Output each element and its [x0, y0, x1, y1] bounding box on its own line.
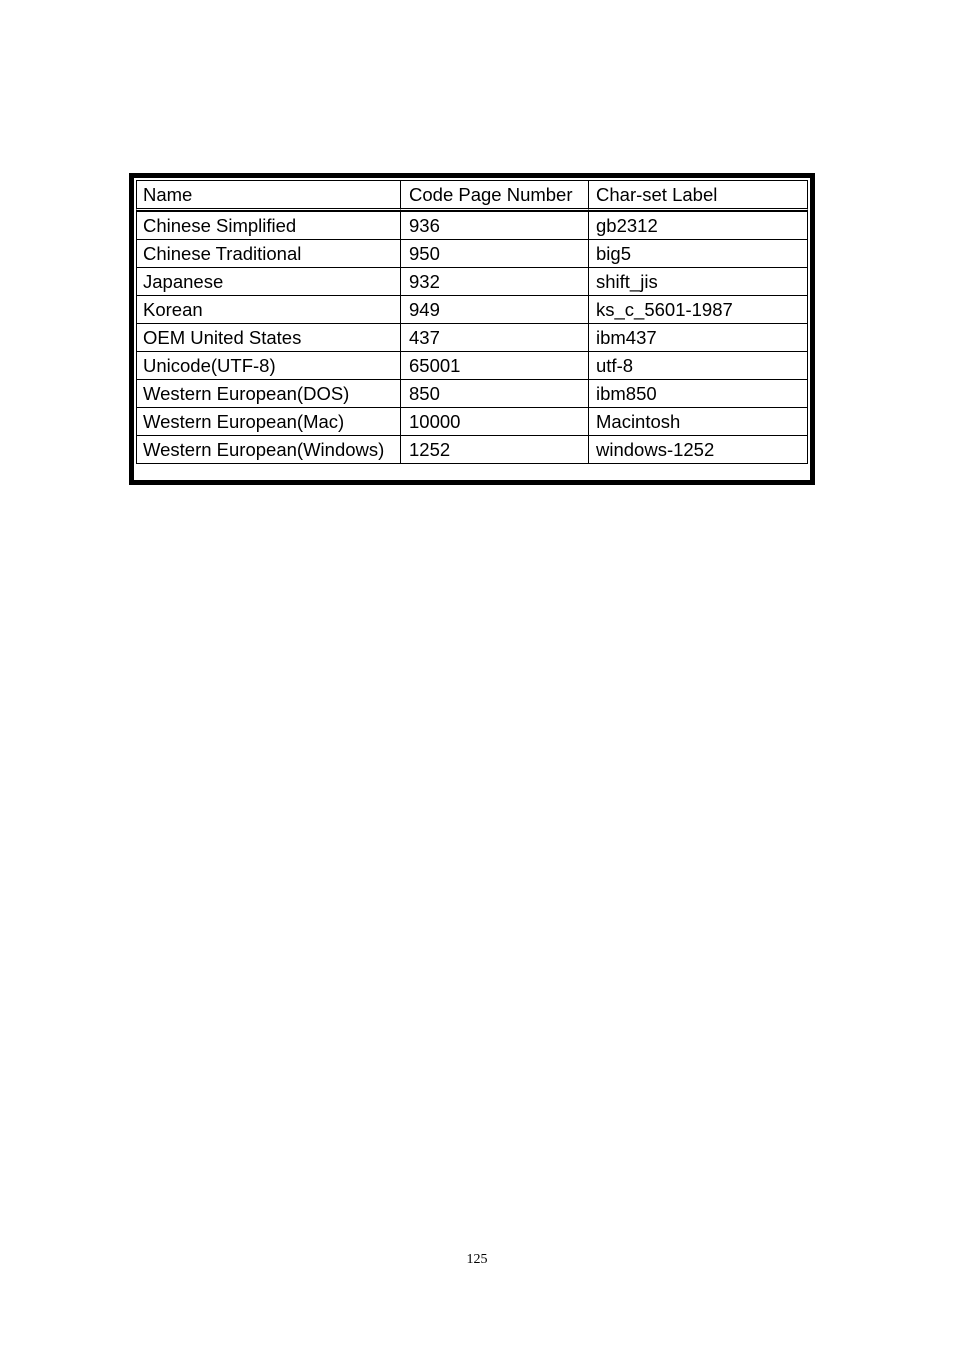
cell-charset-label: big5	[588, 239, 808, 267]
cell-name: Japanese	[136, 267, 400, 295]
cell-name: Chinese Traditional	[136, 239, 400, 267]
cell-charset-label: windows-1252	[588, 435, 808, 464]
cell-name: Western European(DOS)	[136, 379, 400, 407]
cell-code-page: 850	[400, 379, 588, 407]
cell-code-page: 10000	[400, 407, 588, 435]
cell-code-page: 950	[400, 239, 588, 267]
cell-charset-label: shift_jis	[588, 267, 808, 295]
cell-name: Chinese Simplified	[136, 211, 400, 239]
cell-code-page: 437	[400, 323, 588, 351]
cell-charset-label: utf-8	[588, 351, 808, 379]
cell-code-page: 936	[400, 211, 588, 239]
code-page-table-frame	[129, 173, 815, 485]
cell-charset-label: gb2312	[588, 211, 808, 239]
table-header-row	[136, 180, 808, 211]
cell-name: Western European(Mac)	[136, 407, 400, 435]
table-row	[136, 267, 808, 295]
cell-charset-label: Macintosh	[588, 407, 808, 435]
cell-name: Unicode(UTF-8)	[136, 351, 400, 379]
cell-name: OEM United States	[136, 323, 400, 351]
table-row	[136, 239, 808, 267]
table-row	[136, 379, 808, 407]
table-row	[136, 211, 808, 239]
header-code-page-number: Code Page Number	[400, 180, 588, 211]
code-page-table	[136, 180, 808, 464]
header-name: Name	[136, 180, 400, 211]
cell-charset-label: ibm437	[588, 323, 808, 351]
cell-code-page: 1252	[400, 435, 588, 464]
cell-code-page: 65001	[400, 351, 588, 379]
table-row	[136, 435, 808, 464]
cell-code-page: 932	[400, 267, 588, 295]
header-charset-label: Char-set Label	[588, 180, 808, 211]
cell-charset-label: ks_c_5601-1987	[588, 295, 808, 323]
table-row	[136, 295, 808, 323]
table-row	[136, 323, 808, 351]
table-row	[136, 351, 808, 379]
table-row	[136, 407, 808, 435]
page-number: 125	[466, 1252, 488, 1267]
cell-name: Western European(Windows)	[136, 435, 400, 464]
cell-code-page: 949	[400, 295, 588, 323]
cell-name: Korean	[136, 295, 400, 323]
cell-charset-label: ibm850	[588, 379, 808, 407]
